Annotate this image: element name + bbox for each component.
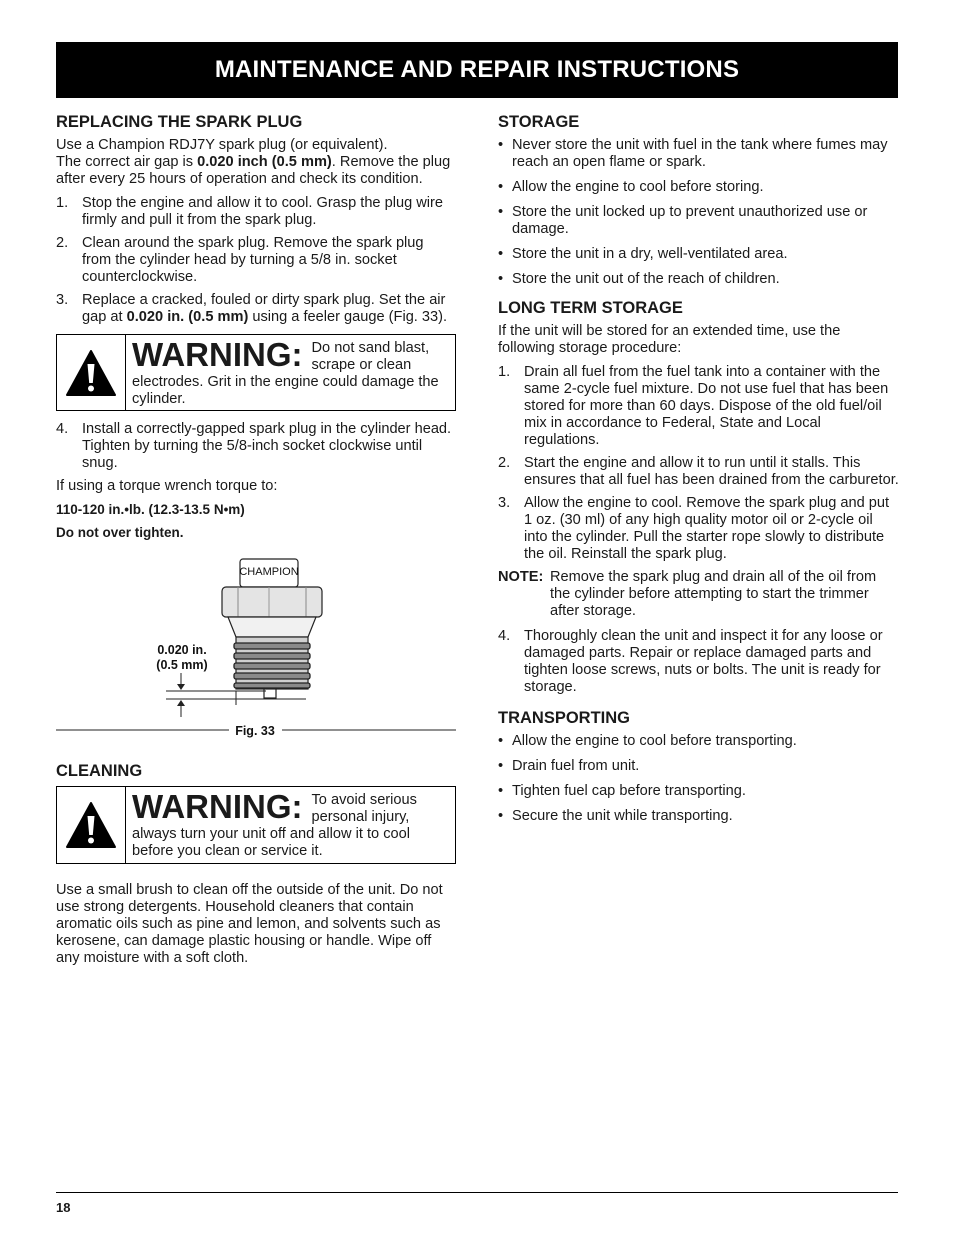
torque-intro: If using a torque wrench torque to: bbox=[56, 478, 278, 494]
bullet-text: Secure the unit while transporting. bbox=[512, 808, 733, 824]
bullet-text: Never store the unit with fuel in the tank where fumes may reach an open flame or spark. bbox=[512, 137, 888, 170]
transport-bullet: • Drain fuel from unit. bbox=[498, 758, 900, 775]
storage-heading: STORAGE bbox=[498, 113, 580, 131]
long-term-intro: If the unit will be stored for an extended time, use the following storage procedure: bbox=[498, 323, 841, 356]
transport-bullet: • Allow the engine to cool before transporting. bbox=[498, 733, 900, 750]
brand-label: CHAMPION bbox=[239, 566, 299, 578]
spark-intro-1: Use a Champion RDJ7Y spark plug (or equivalent). bbox=[56, 137, 388, 153]
step3-c: using a feeler gauge (Fig. 33). bbox=[248, 309, 448, 325]
spark-step-1 bbox=[56, 195, 456, 229]
spark-plug-illustration bbox=[56, 555, 456, 745]
warning-text: To avoid serious personal injury, always turn your unit off and allow it to cool before you clean or service it. bbox=[132, 792, 417, 859]
spark-step-2 bbox=[56, 235, 456, 286]
bullet-text: Tighten fuel cap before transporting. bbox=[512, 783, 746, 799]
long-term-step-1 bbox=[498, 364, 900, 449]
gap-label-2: (0.5 mm) bbox=[156, 658, 208, 672]
torque-warning: Do not over tighten. bbox=[56, 525, 184, 540]
long-term-step-3 bbox=[498, 495, 900, 563]
left-column bbox=[56, 112, 456, 973]
warning-word: WARNING: bbox=[132, 336, 303, 373]
gap-label-1: 0.020 in. bbox=[157, 643, 207, 657]
page-header-banner bbox=[56, 42, 898, 98]
storage-bullet: • Never store the unit with fuel in the tank where fumes may reach an open flame or spark. bbox=[498, 137, 900, 171]
step-number: 4. bbox=[56, 421, 69, 437]
storage-bullet: • Allow the engine to cool before storing. bbox=[498, 179, 900, 196]
spark-intro-2c: . Remove the plug after every 25 hours of operation and check its condition. bbox=[56, 154, 451, 187]
transport-bullet: • Tighten fuel cap before transporting. bbox=[498, 783, 900, 800]
step-text: Allow the engine to cool. Remove the spark plug and put 1 oz. (30 ml) of any high quality motor oil or 2-cycle oil into the cylinder. Pull the starter rope slowly to distribute the oil. Reinstall the spark plug. bbox=[524, 495, 890, 562]
warning-triangle-icon bbox=[57, 787, 126, 863]
step-number: 3. bbox=[56, 292, 69, 308]
warning-box-spark bbox=[56, 334, 456, 411]
step-text: Thoroughly clean the unit and inspect it for any loose or damaged parts. Repair or replace damaged parts and tighten loose screws, nuts or bolts. The unit is ready for storage. bbox=[524, 628, 883, 695]
storage-bullet: • Store the unit in a dry, well-ventilated area. bbox=[498, 246, 900, 263]
spark-gap-value: 0.020 inch (0.5 mm) bbox=[197, 154, 332, 170]
right-column bbox=[498, 112, 900, 833]
step3-a: Replace a cracked, fouled or dirty spark plug. Set the air gap at bbox=[82, 292, 446, 325]
step-number: 4. bbox=[498, 628, 511, 644]
step-text: Start the engine and allow it to run until it stalls. This ensures that all fuel has been drained from the carburetor. bbox=[524, 455, 899, 488]
step-number: 1. bbox=[498, 364, 511, 380]
figure-33 bbox=[56, 555, 456, 745]
step3-gap: 0.020 in. (0.5 mm) bbox=[126, 309, 249, 325]
step-text: Clean around the spark plug. Remove the spark plug from the cylinder head by turning a 5/8 in. socket counterclockwise. bbox=[82, 235, 424, 285]
warning-triangle-icon bbox=[57, 335, 126, 410]
bullet-text: Drain fuel from unit. bbox=[512, 758, 640, 774]
bullet-text: Allow the engine to cool before storing. bbox=[512, 179, 764, 195]
storage-bullet: • Store the unit locked up to prevent unauthorized use or damage. bbox=[498, 204, 900, 238]
warning-text: Do not sand blast, scrape or clean electrodes. Grit in the engine could damage the cylinder. bbox=[132, 340, 439, 407]
storage-note bbox=[498, 569, 900, 620]
spark-step-3 bbox=[56, 292, 456, 326]
spark-intro-2 bbox=[56, 154, 456, 188]
footer-divider bbox=[56, 1192, 898, 1193]
page-number: 18 bbox=[56, 1200, 71, 1215]
step-text: Install a correctly-gapped spark plug in the cylinder head. Tighten by turning the 5/8-inch socket clockwise until snug. bbox=[82, 421, 452, 471]
spark-plug-heading: REPLACING THE SPARK PLUG bbox=[56, 113, 303, 131]
step-text bbox=[82, 292, 456, 326]
spark-intro-2a: The correct air gap is bbox=[56, 154, 198, 170]
bullet-text: Store the unit locked up to prevent unauthorized use or damage. bbox=[512, 204, 868, 237]
spark-step-4 bbox=[56, 421, 456, 472]
bullet-text: Store the unit out of the reach of children. bbox=[512, 271, 780, 287]
step-text: Stop the engine and allow it to cool. Grasp the plug wire firmly and pull it from the spark plug. bbox=[82, 195, 444, 228]
bullet-text: Allow the engine to cool before transporting. bbox=[512, 733, 797, 749]
step-number: 1. bbox=[56, 195, 69, 211]
step-text: Drain all fuel from the fuel tank into a container with the same 2-cycle fuel mixture. Do not use fuel that has been stored for more than 60 days. Dispose of the old fuel/oil mix in accordance to Federal, State and Local regulations. bbox=[524, 364, 889, 448]
cleaning-heading: CLEANING bbox=[56, 762, 143, 780]
warning-box-cleaning bbox=[56, 786, 456, 864]
step-number: 2. bbox=[498, 455, 511, 471]
note-label: NOTE: bbox=[498, 569, 544, 585]
step-number: 2. bbox=[56, 235, 69, 251]
cleaning-body: Use a small brush to clean off the outside of the unit. Do not use strong detergents. Household cleaners that contain aromatic oils such as pine and lemon, and solvents such as kerosene, can damage plastic housing or handle. Wipe off any moisture with a soft cloth. bbox=[56, 882, 443, 966]
torque-value: 110-120 in.•lb. (12.3-13.5 N•m) bbox=[56, 502, 245, 517]
warning-word: WARNING: bbox=[132, 788, 303, 825]
figure-caption: Fig. 33 bbox=[235, 724, 275, 738]
transport-bullet: • Secure the unit while transporting. bbox=[498, 808, 900, 825]
note-text: Remove the spark plug and drain all of the oil from the cylinder before attempting to start the trimmer after storage. bbox=[550, 569, 877, 619]
long-term-step-2 bbox=[498, 455, 900, 489]
long-term-storage-heading: LONG TERM STORAGE bbox=[498, 299, 683, 317]
storage-bullet: • Store the unit out of the reach of children. bbox=[498, 271, 900, 288]
step-number: 3. bbox=[498, 495, 511, 511]
long-term-step-4 bbox=[498, 628, 900, 696]
transporting-heading: TRANSPORTING bbox=[498, 709, 630, 727]
bullet-text: Store the unit in a dry, well-ventilated area. bbox=[512, 246, 788, 262]
page-title: MAINTENANCE AND REPAIR INSTRUCTIONS bbox=[214, 56, 740, 83]
